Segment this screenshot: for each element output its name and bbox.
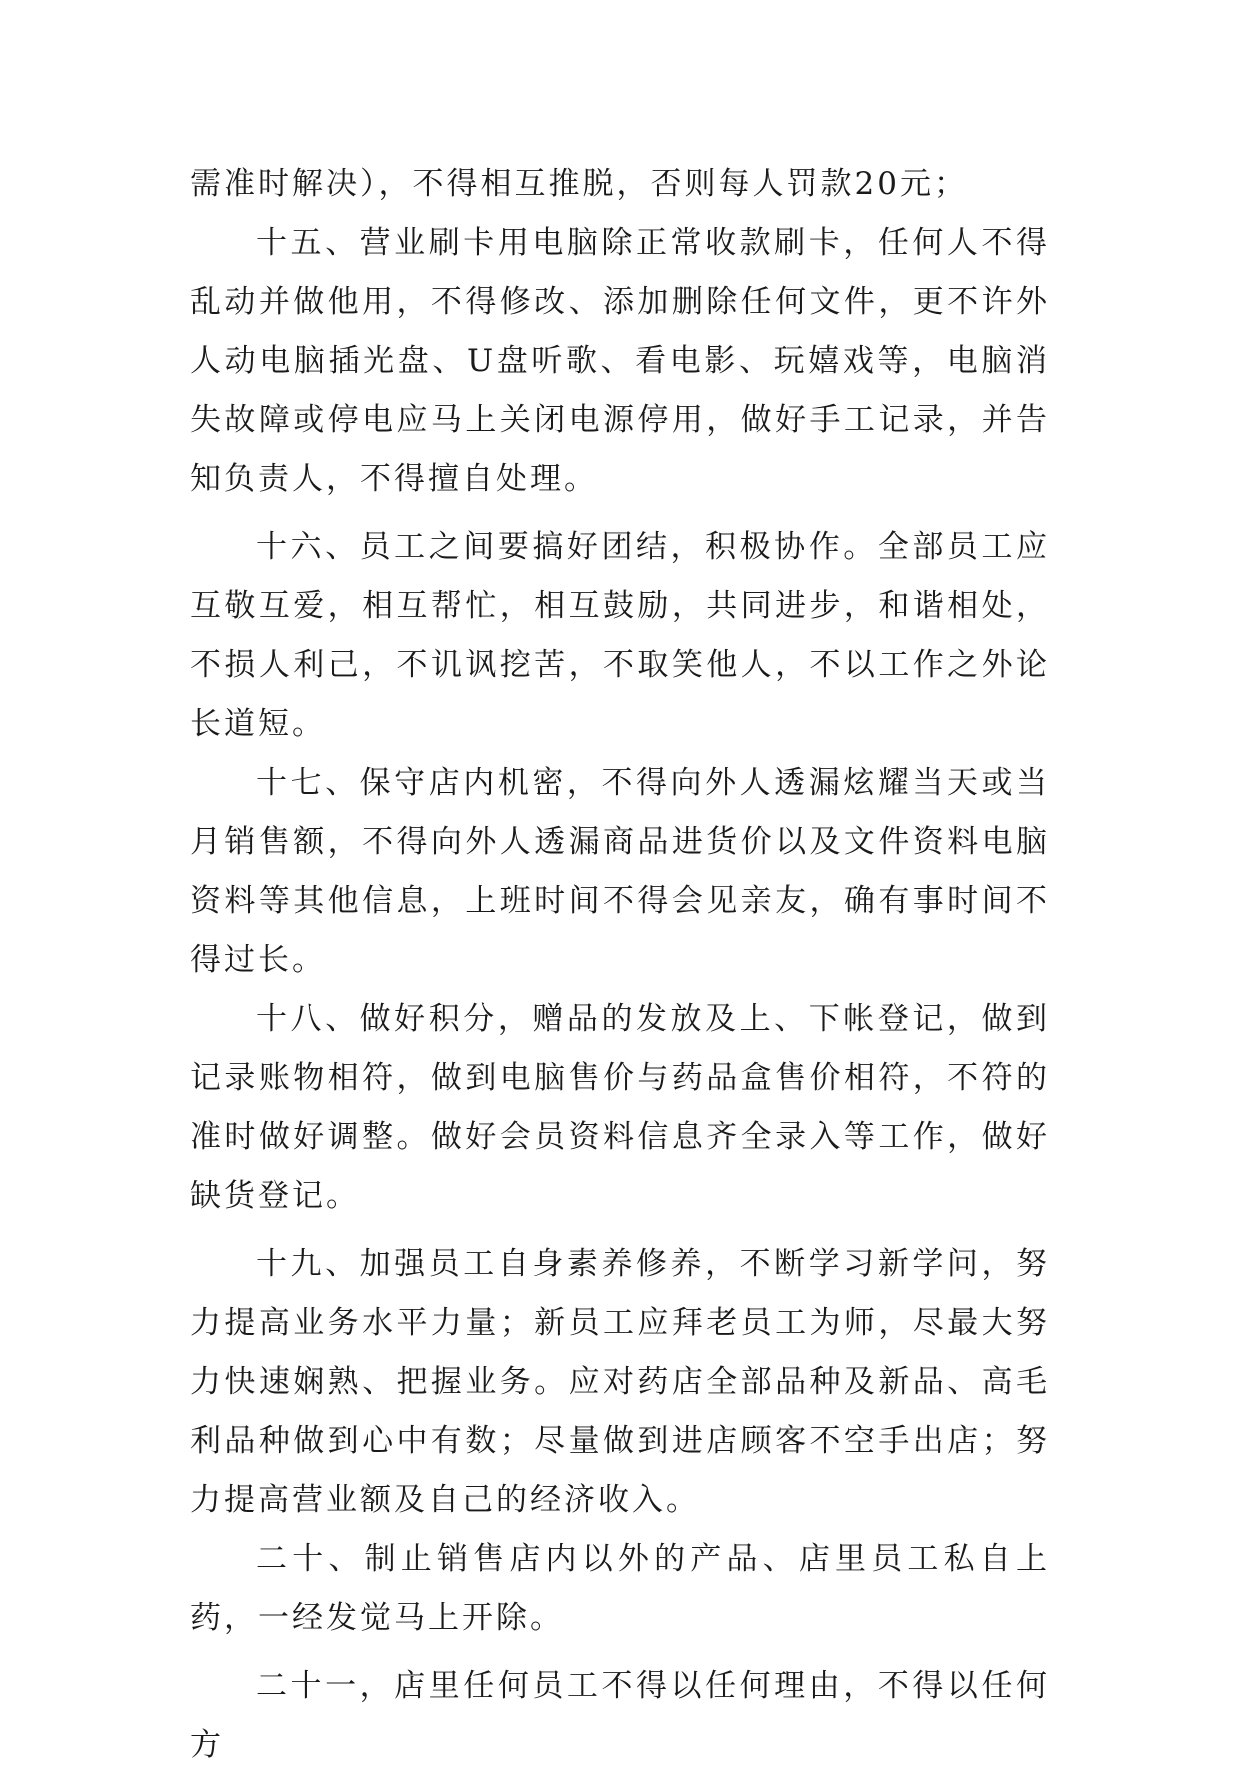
paragraph-rule-18: 十八、做好积分，赠品的发放及上、下帐登记，做到记录账物相符，做到电脑售价与药品盒售价相符，不符的准时做好调整。做好会员资料信息齐全录入等工作，做好缺货登记。 bbox=[190, 1001, 1050, 1214]
paragraph-rule-20: 二十、制止销售店内以外的产品、店里员工私自上药，一经发觉马上开除。 bbox=[190, 1541, 1050, 1636]
paragraph-rule-19: 十九、加强员工自身素养修养，不断学习新学问，努力提高业务水平力量；新员工应拜老员工为师，尽最大努力快速娴熟、把握业务。应对药店全部品种及新品、高毛利品种做到心中有数；尽量做到进店顾客不空手出店；努力提高营业额及自己的经济收入。 bbox=[190, 1246, 1050, 1518]
paragraph-rule-21: 二十一，店里任何员工不得以任何理由，不得以任何方 bbox=[190, 1668, 1050, 1763]
paragraph-rule-15: 十五、营业刷卡用电脑除正常收款刷卡，任何人不得乱动并做他用，不得修改、添加删除任何文件，更不许外人动电脑插光盘、U盘听歌、看电影、玩嬉戏等，电脑消失故障或停电应马上关闭电源停用，做好手工记录，并告知负责人，不得擅自处理。 bbox=[190, 225, 1050, 497]
document-body bbox=[190, 155, 1050, 1775]
paragraph-rule-17: 十七、保守店内机密，不得向外人透漏炫耀当天或当月销售额，不得向外人透漏商品进货价以及文件资料电脑资料等其他信息，上班时间不得会见亲友，确有事时间不得过长。 bbox=[190, 765, 1050, 978]
paragraph-rule-16: 十六、员工之间要搞好团结，积极协作。全部员工应互敬互爱，相互帮忙，相互鼓励，共同进步，和谐相处，不损人利己，不讥讽挖苦，不取笑他人，不以工作之外论长道短。 bbox=[190, 529, 1050, 742]
paragraph-continuation: 需准时解决），不得相互推脱，否则每人罚款20元； bbox=[190, 166, 968, 202]
